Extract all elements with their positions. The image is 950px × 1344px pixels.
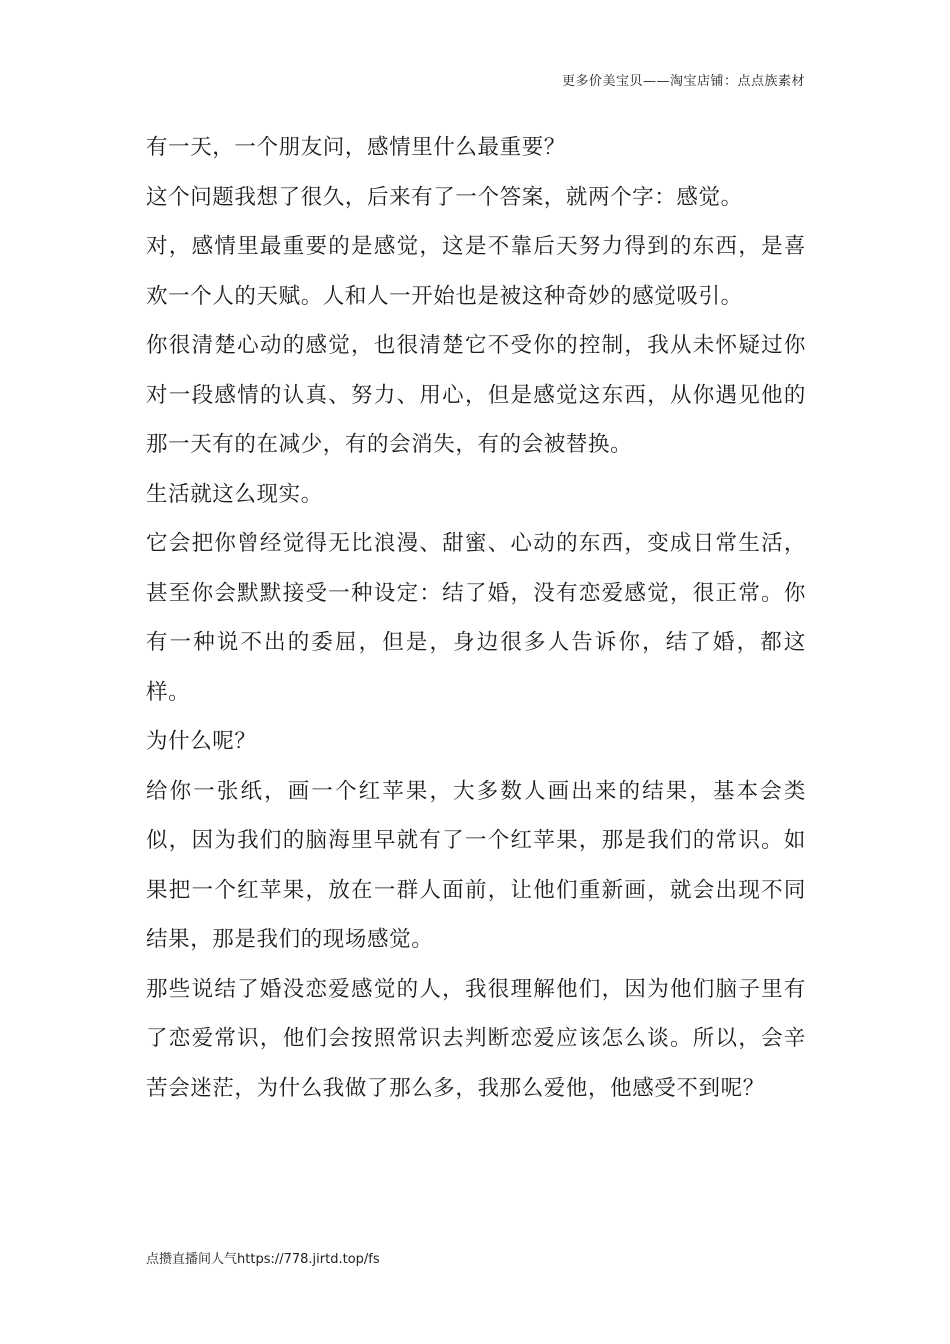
paragraph: 对，感情里最重要的是感觉，这是不靠后天努力得到的东西，是喜欢一个人的天赋。人和人一开始也是被这种奇妙的感觉吸引。: [146, 234, 806, 309]
page-footer: [146, 1248, 380, 1267]
page-header: 更多价美宝贝——淘宝店铺：点点族素材: [561, 74, 805, 89]
footer-link[interactable]: https://778.jirtd.top/fs: [237, 1252, 380, 1267]
paragraph: 它会把你曾经觉得无比浪漫、甜蜜、心动的东西，变成日常生活，甚至你会默默接受一种设定：结了婚，没有恋爱感觉，很正常。你有一种说不出的委屈，但是，身边很多人告诉你，结了婚，都这样。: [146, 531, 806, 705]
paragraph: 那些说结了婚没恋爱感觉的人，我很理解他们，因为他们脑子里有了恋爱常识，他们会按照常识去判断恋爱应该怎么谈。所以，会辛苦会迷茫，为什么我做了那么多，我那么爱他，他感受不到呢？: [146, 976, 806, 1101]
paragraph: 生活就这么现实。: [146, 481, 323, 507]
paragraph: 这个问题我想了很久，后来有了一个答案，就两个字：感觉。: [146, 184, 743, 210]
article-body: [146, 123, 806, 1113]
footer-label: 点攒直播间人气: [146, 1252, 238, 1267]
paragraph: 为什么呢？: [146, 729, 257, 754]
paragraph: 有一天，一个朋友问，感情里什么最重要？: [146, 135, 566, 160]
paragraph: 你很清楚心动的感觉，也很清楚它不受你的控制，我从未怀疑过你对一段感情的认真、努力、用心，但是感觉这东西，从你遇见他的那一天有的在减少，有的会消失，有的会被替换。: [146, 333, 806, 457]
paragraph: 给你一张纸，画一个红苹果，大多数人画出来的结果，基本会类似，因为我们的脑海里早就有了一个红苹果，那是我们的常识。如果把一个红苹果，放在一群人面前，让他们重新画，就会出现不同结果，那是我们的现场感觉。: [146, 778, 806, 952]
